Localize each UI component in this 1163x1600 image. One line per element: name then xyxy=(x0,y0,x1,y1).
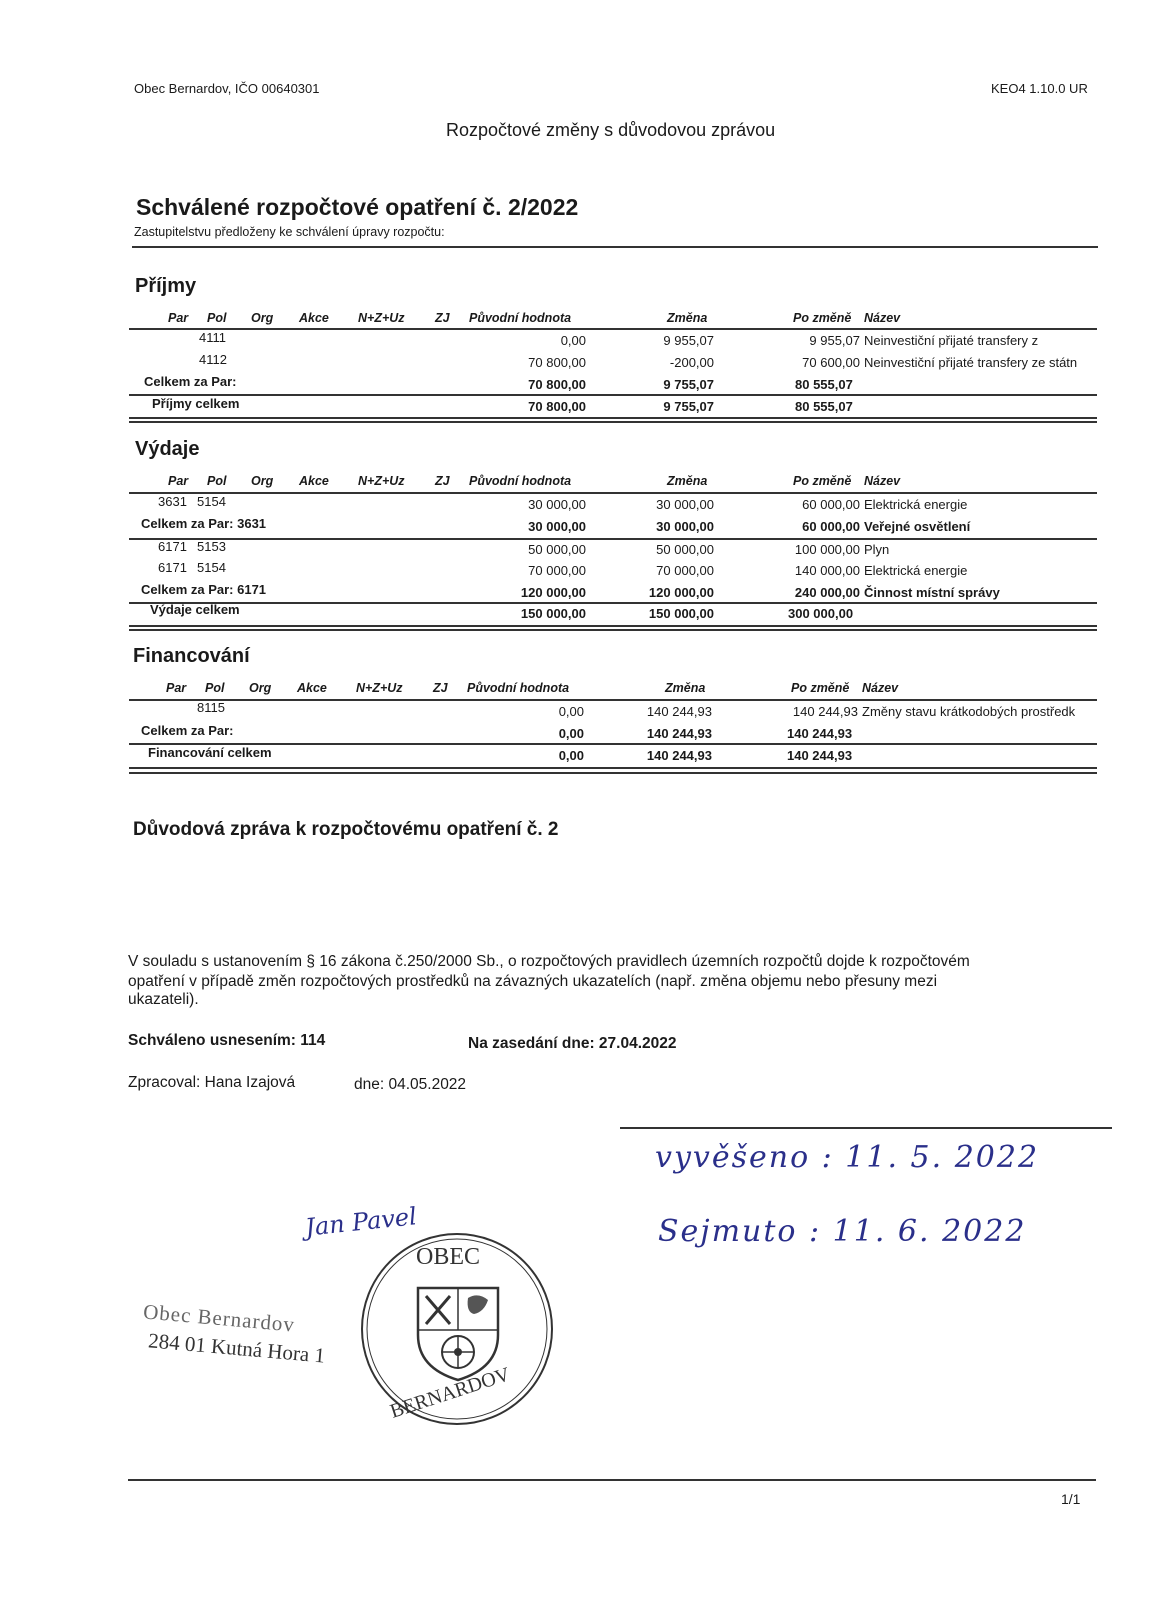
col-nzuz: N+Z+Uz xyxy=(356,681,403,695)
col-par: Par xyxy=(168,474,189,488)
col-org: Org xyxy=(251,474,274,488)
cell-name: Elektrická energie xyxy=(864,563,968,578)
cell-par: 6171 xyxy=(158,539,187,554)
cell-orig: 0,00 xyxy=(558,704,584,719)
page-number: 1/1 xyxy=(1061,1491,1081,1507)
software-version: KEO4 1.10.0 UR xyxy=(991,81,1088,96)
cell-pol: 4112 xyxy=(199,352,227,367)
divider xyxy=(129,421,1097,423)
total-label: Financování celkem xyxy=(148,745,272,760)
cell-after: 240 000,00 xyxy=(794,585,860,600)
cell-after: 140 000,00 xyxy=(794,563,860,578)
cell-after: 100 000,00 xyxy=(794,542,860,557)
cell-orig: 70 000,00 xyxy=(528,563,586,578)
divider xyxy=(129,417,1097,419)
col-name: Název xyxy=(862,681,899,695)
cell-after: 9 955,07 xyxy=(809,333,860,348)
total-label: Příjmy celkem xyxy=(152,396,240,411)
cell-pol: 5154 xyxy=(197,494,226,509)
cell-pol: 5153 xyxy=(197,539,226,554)
divider xyxy=(129,629,1097,631)
cell-after: 140 244,93 xyxy=(792,704,858,719)
cell-par: 6171 xyxy=(158,560,187,575)
col-orig: Původní hodnota xyxy=(469,474,572,488)
cell-orig: 0,00 xyxy=(558,726,584,741)
cell-pol: 8115 xyxy=(197,700,225,715)
municipal-seal xyxy=(358,1230,556,1428)
cell-change: 140 244,93 xyxy=(646,704,712,719)
cell-orig: 30 000,00 xyxy=(528,497,586,512)
col-change: Změna xyxy=(667,311,708,325)
cell-change: 50 000,00 xyxy=(656,542,714,557)
cell-pol: 5154 xyxy=(197,560,226,575)
cell-name: Činnost místní správy xyxy=(864,585,1000,600)
col-par: Par xyxy=(168,311,189,325)
divider xyxy=(129,699,1097,701)
cell-orig: 120 000,00 xyxy=(520,585,586,600)
meeting-date: Na zasedání dne: 27.04.2022 xyxy=(468,1035,677,1052)
report-text-line: ukazateli). xyxy=(128,991,199,1008)
col-after: Po změně xyxy=(793,474,852,488)
divider xyxy=(129,625,1097,627)
cell-after: 60 000,00 xyxy=(802,519,860,534)
col-org: Org xyxy=(251,311,274,325)
cell-change: 30 000,00 xyxy=(656,519,714,534)
cell-change: 9 755,07 xyxy=(663,377,714,392)
col-after: Po změně xyxy=(791,681,850,695)
col-name: Název xyxy=(864,474,901,488)
measure-heading: Schválené rozpočtové opatření č. 2/2022 xyxy=(136,194,579,220)
divider xyxy=(129,767,1097,769)
stamp-line-address: 284 01 Kutná Hora 1 xyxy=(147,1328,327,1368)
cell-name: Veřejné osvětlení xyxy=(864,519,971,534)
cell-orig: 70 800,00 xyxy=(528,355,586,370)
prepared-date: dne: 04.05.2022 xyxy=(354,1076,467,1093)
cell-change: 30 000,00 xyxy=(656,497,714,512)
col-pol: Pol xyxy=(207,311,227,325)
col-change: Změna xyxy=(667,474,708,488)
prepared-by: Zpracoval: Hana Izajová xyxy=(128,1074,296,1091)
cell-pol: 4111 xyxy=(199,330,226,345)
divider xyxy=(129,772,1097,774)
col-orig: Původní hodnota xyxy=(469,311,572,325)
cell-orig: 0,00 xyxy=(558,748,584,763)
cell-change: 9 755,07 xyxy=(663,399,714,414)
cell-name: Změny stavu krátkodobých prostředk xyxy=(862,704,1076,719)
report-text-line: V souladu s ustanovením § 16 zákona č.250/2000 Sb., o rozpočtových pravidlech územních rozpočtů dojde k rozpočtovém xyxy=(128,953,970,970)
cell-par: 3631 xyxy=(158,494,187,509)
section-title-financovani: Financování xyxy=(133,645,250,667)
col-zj: ZJ xyxy=(433,681,448,695)
signature: Jan Pavel xyxy=(303,1202,419,1242)
divider xyxy=(128,1479,1096,1481)
report-title: Důvodová zpráva k rozpočtovému opatření č. 2 xyxy=(133,819,559,840)
approval-resolution: Schváleno usnesením: 114 xyxy=(128,1032,326,1049)
section-title-vydaje: Výdaje xyxy=(135,438,200,460)
cell-orig: 70 800,00 xyxy=(528,399,586,414)
cell-after: 80 555,07 xyxy=(795,399,853,414)
removed-note: Sejmuto : 11. 6. 2022 xyxy=(658,1214,1027,1249)
col-org: Org xyxy=(249,681,272,695)
cell-orig: 70 800,00 xyxy=(528,377,586,392)
cell-change: 140 244,93 xyxy=(646,726,712,741)
cell-after: 300 000,00 xyxy=(788,606,854,621)
subtotal-label: Celkem za Par: xyxy=(141,723,234,738)
measure-subheading: Zastupitelstvu předloženy ke schválení úpravy rozpočtu: xyxy=(134,225,445,239)
divider xyxy=(132,246,1098,248)
section-title-prijmy: Příjmy xyxy=(135,275,197,297)
subtotal-label: Celkem za Par: xyxy=(144,374,237,389)
divider xyxy=(129,743,1097,745)
cell-after: 60 000,00 xyxy=(802,497,860,512)
seal-top-text: OBEC xyxy=(416,1244,481,1270)
cell-name: Neinvestiční přijaté transfery ze státn xyxy=(864,355,1078,370)
cell-change: 70 000,00 xyxy=(656,563,714,578)
col-pol: Pol xyxy=(205,681,225,695)
col-zj: ZJ xyxy=(435,311,450,325)
cell-after: 140 244,93 xyxy=(787,726,853,741)
cell-orig: 50 000,00 xyxy=(528,542,586,557)
seal-bottom-text: BERNARDOV xyxy=(387,1363,513,1423)
col-zj: ZJ xyxy=(435,474,450,488)
report-text-line: opatření v případě změn rozpočtových prostředků na závazných ukazatelích (např. změna objemu nebo přesuny mezi xyxy=(128,973,938,990)
posted-note: vyvěšeno : 11. 5. 2022 xyxy=(655,1140,1040,1175)
subtotal-label: Celkem za Par: 3631 xyxy=(141,516,267,531)
total-label: Výdaje celkem xyxy=(150,602,240,617)
cell-orig: 150 000,00 xyxy=(520,606,586,621)
cell-change: 150 000,00 xyxy=(648,606,714,621)
cell-change: 140 244,93 xyxy=(646,748,712,763)
cell-change: -200,00 xyxy=(669,355,714,370)
divider xyxy=(129,328,1097,330)
cell-name: Neinvestiční přijaté transfery z xyxy=(864,333,1039,348)
col-pol: Pol xyxy=(207,474,227,488)
divider xyxy=(620,1127,1112,1129)
divider xyxy=(129,602,1097,604)
divider xyxy=(129,538,1097,540)
cell-change: 120 000,00 xyxy=(648,585,714,600)
col-par: Par xyxy=(166,681,187,695)
col-nzuz: N+Z+Uz xyxy=(358,474,405,488)
col-change: Změna xyxy=(665,681,706,695)
col-akce: Akce xyxy=(297,681,327,695)
cell-after: 140 244,93 xyxy=(787,748,853,763)
divider xyxy=(129,394,1097,396)
col-akce: Akce xyxy=(299,474,329,488)
divider xyxy=(129,492,1097,494)
col-name: Název xyxy=(864,311,901,325)
col-after: Po změně xyxy=(793,311,852,325)
organization-header: Obec Bernardov, IČO 00640301 xyxy=(134,81,320,96)
subtotal-label: Celkem za Par: 6171 xyxy=(141,582,267,597)
cell-orig: 0,00 xyxy=(560,333,586,348)
col-akce: Akce xyxy=(299,311,329,325)
cell-name: Plyn xyxy=(864,542,890,557)
cell-change: 9 955,07 xyxy=(663,333,714,348)
col-orig: Původní hodnota xyxy=(467,681,570,695)
document-title: Rozpočtové změny s důvodovou zprávou xyxy=(446,120,776,140)
cell-after: 80 555,07 xyxy=(795,377,853,392)
cell-orig: 30 000,00 xyxy=(528,519,586,534)
cell-after: 70 600,00 xyxy=(802,355,860,370)
col-nzuz: N+Z+Uz xyxy=(358,311,405,325)
cell-name: Elektrická energie xyxy=(864,497,968,512)
stamp-line-name: Obec Bernardov xyxy=(142,1299,297,1337)
